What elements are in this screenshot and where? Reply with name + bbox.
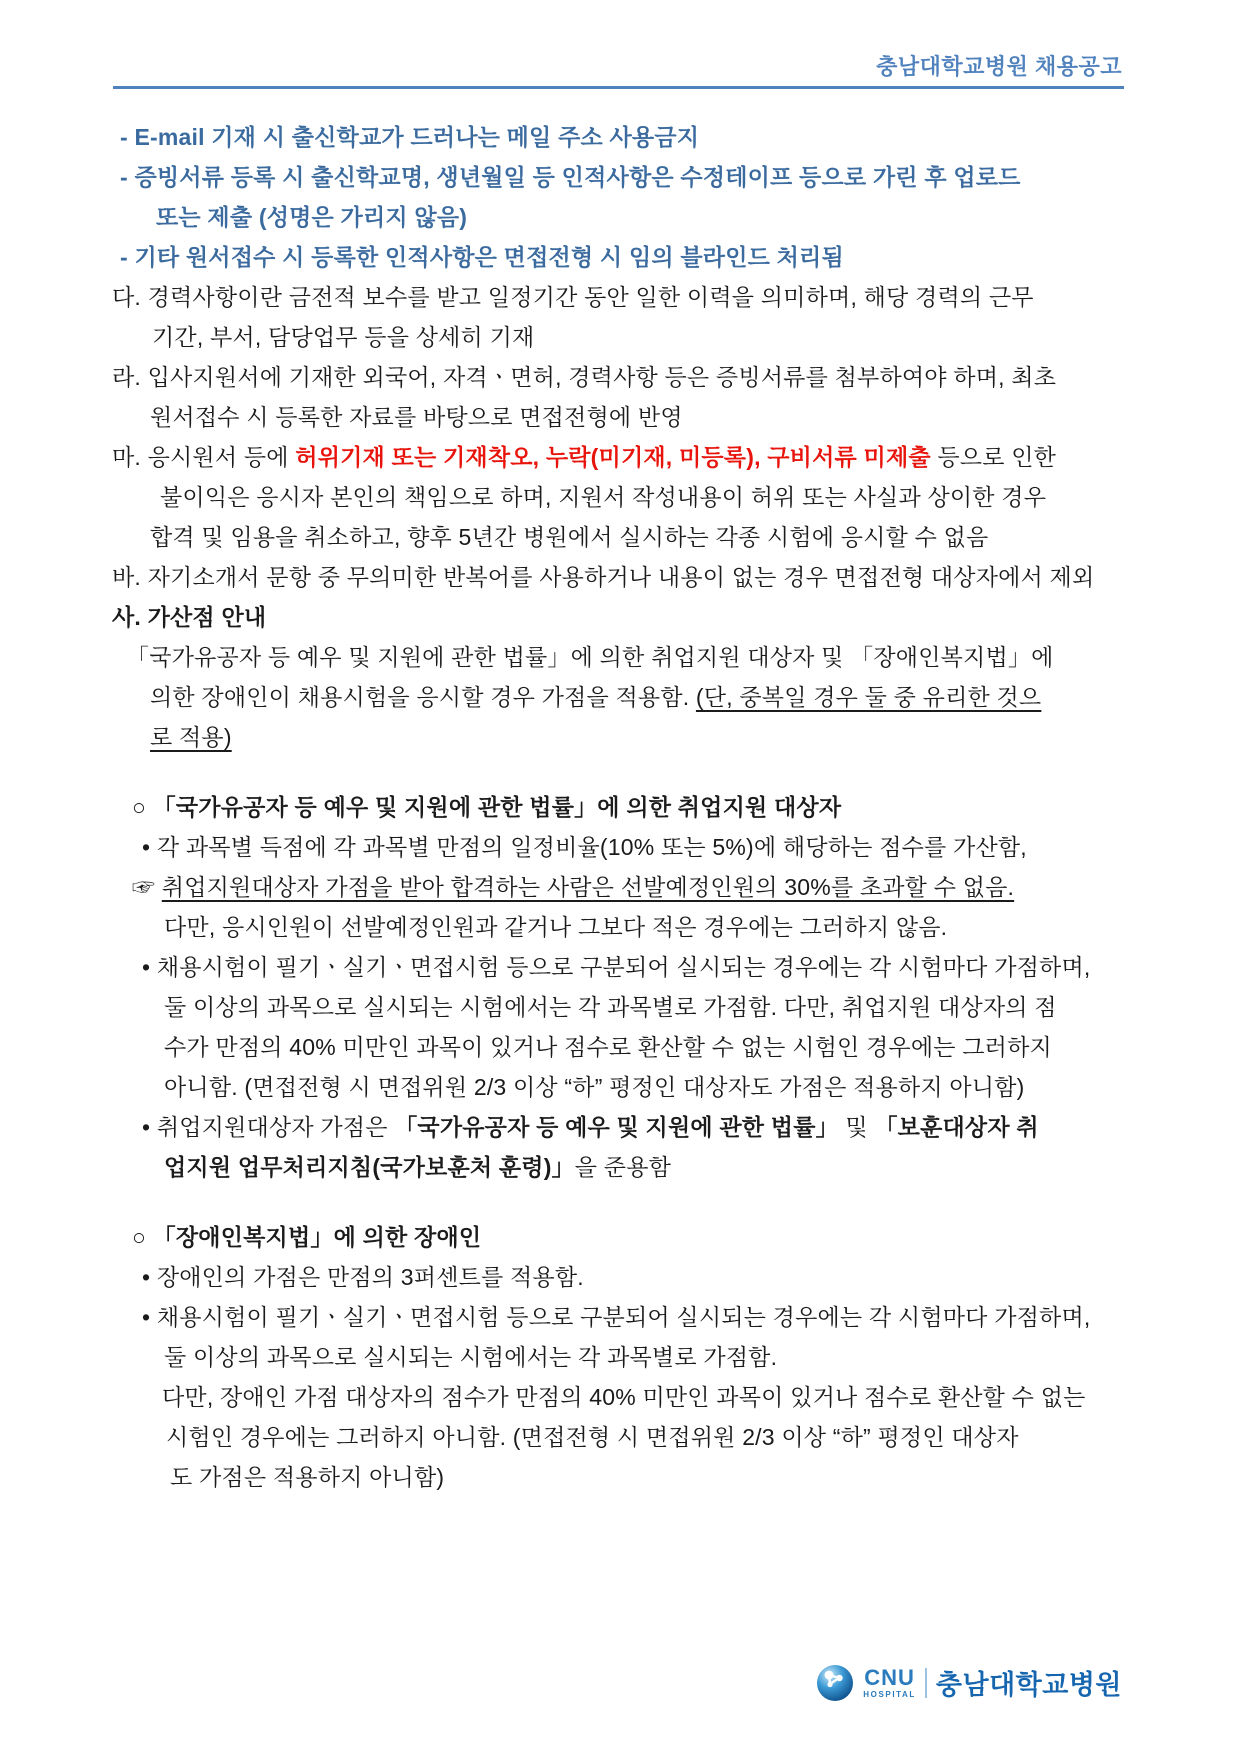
text-segment: 도 가점은 적용하지 아니함) xyxy=(170,1464,445,1490)
text-line xyxy=(150,717,1127,757)
text-segment: 기간, 부서, 담당업무 등을 상세히 기재 xyxy=(152,324,535,350)
text-line xyxy=(150,517,1127,557)
text-line xyxy=(132,787,1127,827)
text-segment: 라. 입사지원서에 기재한 외국어, 자격ㆍ면허, 경력사항 등은 증빙서류를 첨부하여야 하며, 최초 xyxy=(112,364,1057,390)
text-segment: 등으로 인한 xyxy=(930,444,1057,470)
text-line xyxy=(120,117,1127,157)
text-line xyxy=(112,597,1127,637)
text-segment: • 채용시험이 필기ㆍ실기ㆍ면접시험 등으로 구분되어 실시되는 경우에는 각 시험마다 가점하며, xyxy=(142,1304,1091,1330)
text-segment: 또는 제출 (성명은 가리지 않음) xyxy=(156,204,468,230)
text-segment: (단, 중복일 경우 둘 중 유리한 것으 xyxy=(695,684,1042,710)
text-line xyxy=(132,1217,1127,1257)
cnu-globe-icon xyxy=(816,1664,854,1702)
text-line xyxy=(142,827,1127,867)
text-segment: - 기타 원서접수 시 등록한 인적사항은 면접전형 시 임의 블라인드 처리됨 xyxy=(120,244,844,270)
text-segment: • 채용시험이 필기ㆍ실기ㆍ면접시험 등으로 구분되어 실시되는 경우에는 각 시험마다 가점하며, xyxy=(142,954,1091,980)
text-line xyxy=(142,947,1127,987)
text-line xyxy=(164,987,1127,1027)
text-line xyxy=(170,1457,1127,1497)
text-line xyxy=(132,867,1127,907)
text-line xyxy=(150,677,1127,717)
text-segment: 다만, 장애인 가점 대상자의 점수가 만점의 40% 미만인 과목이 있거나 점수로 환산할 수 없는 xyxy=(162,1384,1086,1410)
hospital-name: 충남대학교병원 xyxy=(935,1670,1122,1700)
text-line xyxy=(160,477,1127,517)
text-segment: 허위기재 또는 기재착오, 누락(미기재, 미등록), 구비서류 미제출 xyxy=(295,444,931,470)
text-segment: 원서접수 시 등록한 자료를 바탕으로 면접전형에 반영 xyxy=(150,404,683,430)
text-segment: 의한 장애인이 채용시험을 응시할 경우 가점을 적용함. xyxy=(150,684,696,710)
text-segment: 로 적용) xyxy=(150,724,232,750)
text-segment: 불이익은 응시자 본인의 책임으로 하며, 지원서 작성내용이 허위 또는 사실과 상이한 경우 xyxy=(160,484,1047,510)
paragraph-spacer xyxy=(112,757,1127,787)
text-segment: 다. 경력사항이란 금전적 보수를 받고 일정기간 동안 일한 이력을 의미하며, 해당 경력의 근무 xyxy=(112,284,1034,310)
text-line xyxy=(142,1107,1127,1147)
header-divider xyxy=(113,86,1124,89)
text-segment: - E-mail 기재 시 출신학교가 드러나는 메일 주소 사용금지 xyxy=(120,124,700,150)
text-line xyxy=(126,637,1127,677)
text-segment: - 증빙서류 등록 시 출신학교명, 생년월일 등 인적사항은 수정테이프 등으로 가린 후 업로드 xyxy=(120,164,1021,190)
text-segment: 취업지원대상자 가점을 받아 합격하는 사람은 선발예정인원의 30%를 초과할 수 없음. xyxy=(161,874,1015,900)
text-segment: 마. 응시원서 등에 xyxy=(112,444,296,470)
text-line xyxy=(164,1337,1127,1377)
text-line xyxy=(164,907,1127,947)
text-segment: 아니함. (면접전형 시 면접위원 2/3 이상 “하” 평정인 대상자도 가점은 적용하지 아니함) xyxy=(164,1074,1025,1100)
text-line xyxy=(120,157,1127,197)
text-line xyxy=(164,1027,1127,1067)
text-segment: ○ 「국가유공자 등 예우 및 지원에 관한 법률」에 의한 취업지원 대상자 xyxy=(132,794,842,820)
text-line xyxy=(142,1257,1127,1297)
text-segment: 다만, 응시인원이 선발예정인원과 같거나 그보다 적은 경우에는 그러하지 않음. xyxy=(164,914,948,940)
text-segment: 둘 이상의 과목으로 실시되는 시험에서는 각 과목별로 가점함. xyxy=(164,1344,778,1370)
hospital-text: HOSPITAL xyxy=(863,1689,916,1699)
text-segment: 「보훈대상자 취 xyxy=(874,1114,1039,1140)
text-line xyxy=(120,237,1127,277)
text-segment: • 취업지원대상자 가점은 xyxy=(142,1114,395,1140)
document-body xyxy=(112,117,1127,1497)
text-line xyxy=(164,1067,1127,1107)
text-line xyxy=(166,1417,1127,1457)
text-line xyxy=(156,197,1127,237)
text-line xyxy=(112,277,1127,317)
text-segment: 합격 및 임용을 취소하고, 향후 5년간 병원에서 실시하는 각종 시험에 응시할 수 없음 xyxy=(150,524,989,550)
text-segment: • 각 과목별 득점에 각 과목별 만점의 일정비율(10% 또는 5%)에 해당하는 점수를 가산함, xyxy=(142,834,1027,860)
text-segment: 바. 자기소개서 문항 중 무의미한 반복어를 사용하거나 내용이 없는 경우 면접전형 대상자에서 제외 xyxy=(112,564,1095,590)
text-segment: 을 준용함 xyxy=(574,1154,672,1180)
text-line xyxy=(112,437,1127,477)
text-segment: 수가 만점의 40% 미만인 과목이 있거나 점수로 환산할 수 없는 시험인 경우에는 그러하지 xyxy=(164,1034,1052,1060)
text-segment: 사. 가산점 안내 xyxy=(112,604,267,630)
text-segment: ○ 「장애인복지법」에 의한 장애인 xyxy=(132,1224,482,1250)
logo-divider xyxy=(925,1668,927,1698)
page-title: 충남대학교병원 채용공고 xyxy=(876,54,1122,79)
text-segment: 「국가유공자 등 예우 및 지원에 관한 법률」에 의한 취업지원 대상자 및 「장애인복지법」에 xyxy=(126,644,1054,670)
text-segment: ☞ xyxy=(132,874,162,900)
text-segment: 시험인 경우에는 그러하지 아니함. (면접전형 시 면접위원 2/3 이상 “하” 평정인 대상자 xyxy=(166,1424,1019,1450)
text-segment: 업지원 업무처리지침(국가보훈처 훈령)」 xyxy=(164,1154,575,1180)
text-line xyxy=(112,357,1127,397)
text-segment: 「국가유공자 등 예우 및 지원에 관한 법률」 xyxy=(394,1114,839,1140)
text-line xyxy=(152,317,1127,357)
text-line xyxy=(150,397,1127,437)
text-segment: 둘 이상의 과목으로 실시되는 시험에서는 각 과목별로 가점함. 다만, 취업지원 대상자의 점 xyxy=(164,994,1057,1020)
paragraph-spacer xyxy=(112,1187,1127,1217)
text-line xyxy=(164,1147,1127,1187)
text-line xyxy=(112,557,1127,597)
cnu-wordmark xyxy=(863,1664,916,1699)
hospital-logo xyxy=(816,1663,1122,1702)
text-segment: 및 xyxy=(838,1114,875,1140)
text-line xyxy=(162,1377,1127,1417)
text-segment: • 장애인의 가점은 만점의 3퍼센트를 적용함. xyxy=(142,1264,584,1290)
cnu-text: CNU xyxy=(864,1664,915,1690)
text-line xyxy=(142,1297,1127,1337)
